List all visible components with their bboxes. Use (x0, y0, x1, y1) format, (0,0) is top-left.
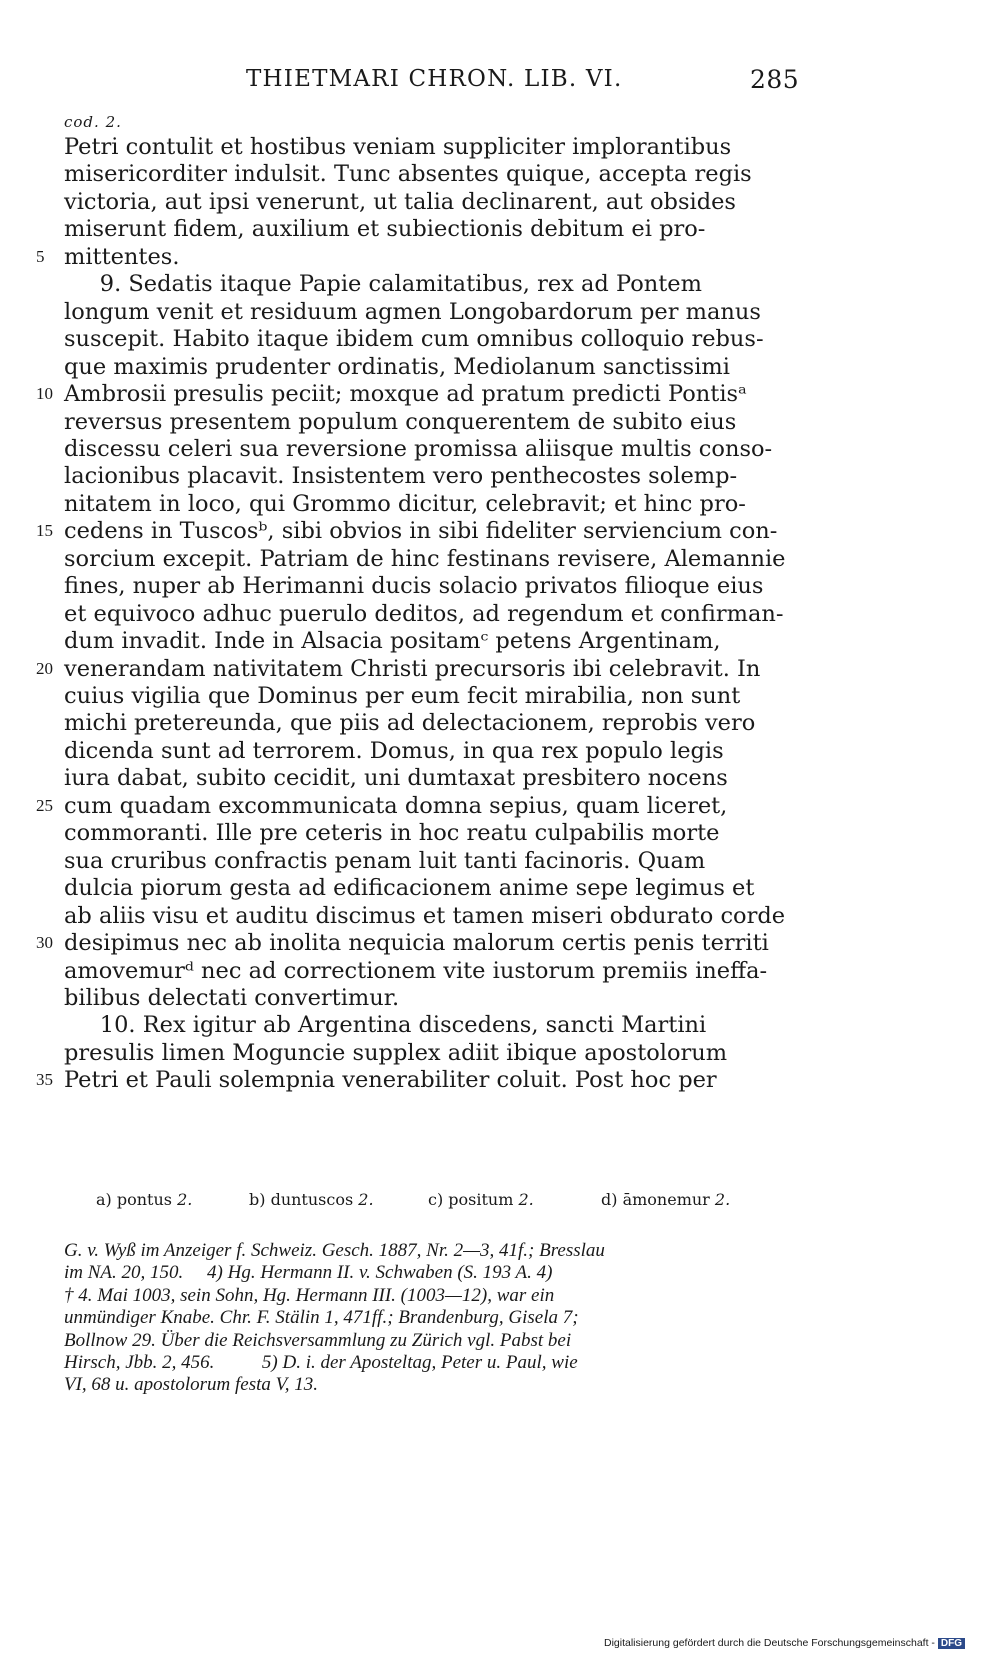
dfg-logo-icon: DFG (938, 1638, 965, 1649)
note-line: Hirsch, Jbb. 2, 456. 5) D. i. der Aposteltag, Peter u. Paul, wie (64, 1352, 578, 1373)
codex-note: cod. 2. (64, 113, 122, 131)
note-line: unmündiger Knabe. Chr. F. Stälin 1, 471ff.; Brandenburg, Gisela 7; (64, 1307, 579, 1329)
line-text: dicenda sunt ad terrorem. Domus, in qua rex populo legis (64, 737, 724, 764)
footnote-d: d) āmonemur 2. (601, 1190, 731, 1209)
footnote-b: b) duntuscos 2. (249, 1190, 374, 1209)
text-line (64, 984, 793, 1012)
line-text: dum invadit. Inde in Alsacia positamᶜ petens Argentinam, (64, 628, 721, 655)
running-title: THIETMARI CHRON. LIB. VI. (246, 66, 623, 92)
footnote-c: c) positum 2. (428, 1190, 534, 1209)
line-text: amovemurᵈ nec ad correctionem vite iustorum premiis ineffa- (64, 957, 768, 984)
credit-text: Digitalisierung gefördert durch die Deutsche Forschungsgemeinschaft - (604, 1637, 935, 1649)
line-number: 10 (36, 384, 53, 404)
text-line (64, 792, 793, 820)
text-line (64, 929, 793, 957)
line-text: misericorditer indulsit. Tunc absentes quique, accepta regis (64, 161, 752, 188)
line-text: cuius vigilia que Dominus per eum fecit mirabilia, non sunt (64, 683, 741, 709)
line-text: nitatem in loco, qui Grommo dicitur, celebravit; et hinc pro- (64, 490, 746, 517)
text-line (64, 380, 793, 408)
text-line (64, 572, 793, 600)
line-text: cum quadam excommunicata domna sepius, quam liceret, (64, 792, 728, 819)
note-line: VI, 68 u. apostolorum festa V, 13. (64, 1374, 319, 1396)
line-text: venerandam nativitatem Christi precursoris ibi celebravit. In (64, 655, 761, 682)
line-number: 35 (36, 1070, 53, 1090)
text-line (64, 188, 793, 216)
line-text: suscepit. Habito itaque ibidem cum omnibus colloquio rebus- (64, 326, 764, 353)
text-line (64, 627, 793, 655)
text-line (64, 408, 793, 436)
note-line: Bollnow 29. Über die Reichsversammlung zu Zürich vgl. Pabst bei (64, 1329, 572, 1351)
line-text: lacionibus placavit. Insistentem vero penthecostes solemp- (64, 463, 738, 490)
text-line (64, 957, 793, 985)
line-text: discessu celeri sua reversione promissa aliisque multis conso- (64, 435, 773, 462)
text-line (64, 325, 793, 353)
text-line (64, 819, 793, 847)
line-number: 30 (36, 933, 53, 953)
line-number: 5 (36, 246, 45, 266)
line-text: iura dabat, subito cecidit, uni dumtaxat presbitero nocens (64, 765, 728, 792)
note-line: im NA. 20, 150. 4) Hg. Hermann II. v. Schwaben (S. 193 A. 4) (64, 1262, 553, 1284)
text-line (64, 160, 793, 188)
line-text: que maximis prudenter ordinatis, Mediolanum sanctissimi (64, 353, 730, 380)
line-text: 10. Rex igitur ab Argentina discedens, sancti Martini (64, 1012, 707, 1039)
line-text: commoranti. Ille pre ceteris in hoc reatu culpabilis morte (64, 820, 720, 847)
text-line (64, 243, 793, 271)
text-line (64, 270, 793, 298)
line-text: Petri et Pauli solempnia venerabiliter coluit. Post hoc per (64, 1067, 717, 1094)
text-line (64, 902, 793, 930)
text-line (64, 133, 793, 161)
note-line: † 4. Mai 1003, sein Sohn, Hg. Hermann III. (1003—12), war ein (64, 1284, 555, 1306)
note-line: G. v. Wyß im Anzeiger f. Schweiz. Gesch. 1887, Nr. 2—3, 41f.; Bresslau (64, 1240, 605, 1261)
line-text: ab aliis visu et auditu discimus et tamen miseri obdurato corde (64, 902, 786, 929)
text-line (64, 600, 793, 628)
text-line (64, 435, 793, 463)
line-text: Ambrosii presulis peciit; moxque ad pratum predicti Pontisᵃ (64, 381, 747, 408)
line-text: sua cruribus confractis penam luit tanti facinoris. Quam (64, 847, 706, 874)
page-number: 285 (750, 65, 800, 94)
text-line (64, 353, 793, 381)
text-line (64, 1011, 793, 1039)
line-text: bilibus delectati convertimur. (64, 984, 400, 1011)
text-line (64, 764, 793, 792)
text-line (64, 874, 793, 902)
text-line (64, 545, 793, 573)
line-text: presulis limen Moguncie supplex adiit ibique apostolorum (64, 1039, 728, 1066)
line-text: fines, nuper ab Herimanni ducis solacio privatos filioque eius (64, 573, 764, 600)
line-text: dulcia piorum gesta ad edificacionem anime sepe legimus et (64, 875, 755, 902)
line-text: victoria, aut ipsi venerunt, ut talia declinarent, aut obsides (64, 188, 736, 215)
line-number: 20 (36, 658, 53, 678)
line-text: mittentes. (64, 243, 180, 270)
text-line (64, 709, 793, 737)
text-line (64, 655, 793, 683)
line-number: 25 (36, 795, 53, 815)
text-line (64, 490, 793, 518)
footnote-a: a) pontus 2. (96, 1190, 193, 1209)
text-line (64, 1039, 793, 1067)
line-text: 9. Sedatis itaque Papie calamitatibus, rex ad Pontem (64, 271, 702, 298)
digitization-credit (604, 1637, 965, 1649)
text-line (64, 517, 793, 545)
line-text: cedens in Tuscosᵇ, sibi obvios in sibi fideliter serviencium con- (64, 518, 778, 545)
text-line (64, 847, 793, 875)
line-text: sorcium excepit. Patriam de hinc festinans revisere, Alemannie (64, 545, 786, 572)
line-text: desipimus nec ab inolita nequicia malorum certis penis territi (64, 930, 769, 957)
line-text: et equivoco adhuc puerulo deditos, ad regendum et confirman- (64, 600, 784, 627)
text-line (64, 1066, 793, 1094)
text-line (64, 298, 793, 326)
line-text: Petri contulit et hostibus veniam suppliciter implorantibus (64, 134, 732, 160)
line-text: reversus presentem populum conquerentem de subito eius (64, 408, 737, 435)
text-line (64, 462, 793, 490)
text-line (64, 215, 793, 243)
line-text: michi pretereunda, que piis ad delectacionem, reprobis vero (64, 710, 756, 737)
line-number: 15 (36, 521, 53, 541)
text-line (64, 682, 793, 710)
text-line (64, 737, 793, 765)
line-text: longum venit et residuum agmen Longobardorum per manus (64, 298, 761, 325)
page-header (0, 66, 1000, 96)
line-text: miserunt fidem, auxilium et subiectionis debitum ei pro- (64, 216, 706, 243)
